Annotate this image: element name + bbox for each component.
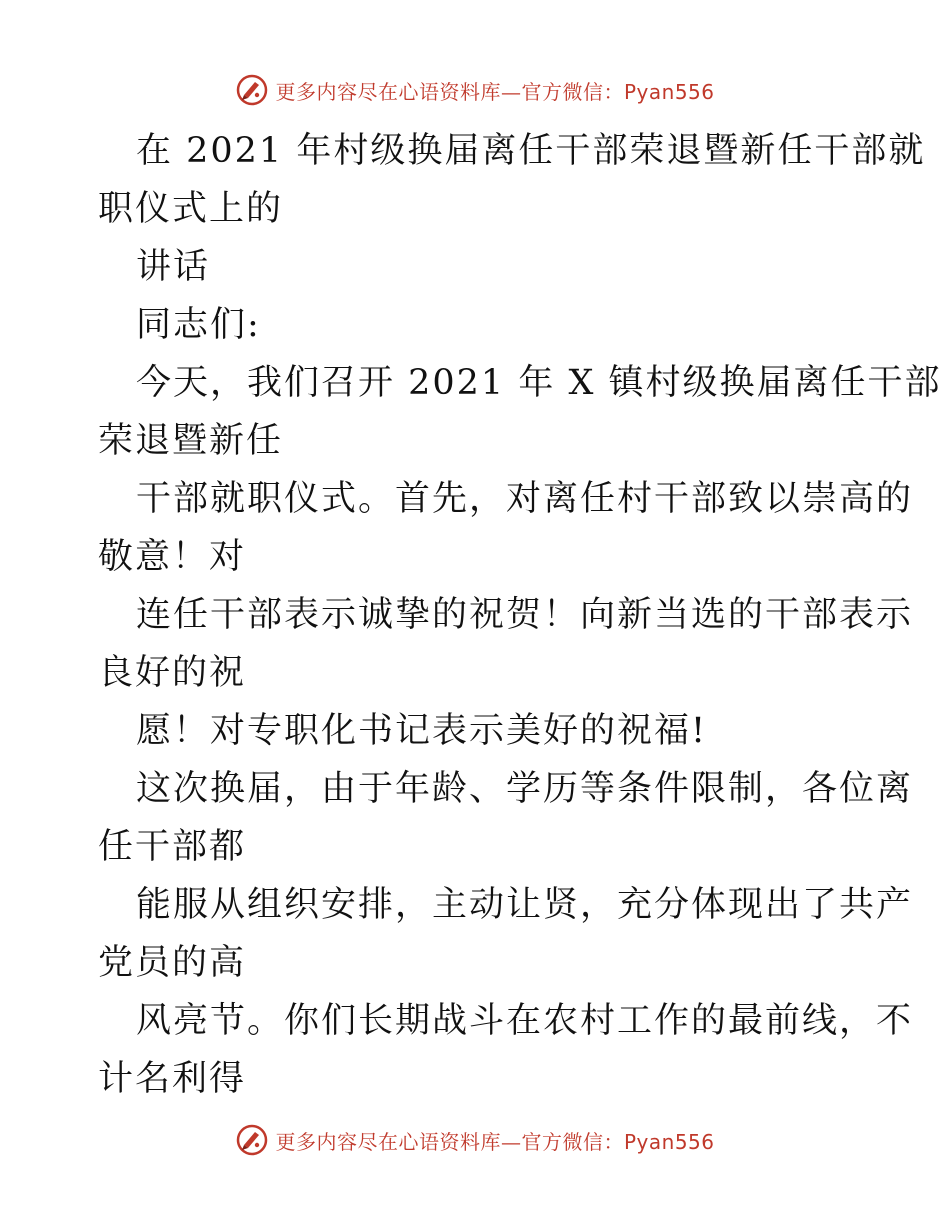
- document-line: 计名利得: [98, 1059, 247, 1099]
- watermark-brand: 更多内容尽在心语资料库: [275, 1129, 501, 1154]
- watermark-brand: 更多内容尽在心语资料库: [275, 79, 501, 104]
- document-line: 愿！对专职化书记表示美好的祝福!: [136, 711, 708, 751]
- document-line: 今天，我们召开 2021 年 X 镇村级换届离任干部: [136, 363, 942, 403]
- document-line: 职仪式上的: [98, 189, 284, 229]
- document-line: 同志们:: [136, 305, 261, 345]
- watermark-separator: —: [500, 79, 522, 104]
- document-line: 干部就职仪式。首先，对离任村干部致以崇高的: [136, 479, 914, 519]
- watermark-group: [235, 73, 714, 107]
- document-line: 良好的祝: [98, 653, 247, 693]
- document-line: 讲话: [136, 247, 211, 287]
- document-body: [98, 122, 942, 1108]
- document-line: 这次换届，由于年龄、学历等条件限制，各位离: [136, 769, 914, 809]
- watermark-wechat-id: Pyan556: [623, 79, 715, 104]
- watermark-wechat-id: Pyan556: [623, 1129, 715, 1154]
- brand-logo-icon: [235, 73, 269, 107]
- document-line: 能服从组织安排，主动让贤，充分体现出了共产: [136, 885, 914, 925]
- document-line: 党员的高: [98, 943, 247, 983]
- document-line: 荣退暨新任: [98, 421, 284, 461]
- document-line: 在 2021 年村级换届离任干部荣退暨新任干部就: [136, 131, 926, 171]
- watermark-label: 官方微信：: [521, 79, 624, 104]
- document-line: 风亮节。你们长期战斗在农村工作的最前线，不: [136, 1001, 914, 1041]
- footer-watermark: [0, 1120, 950, 1160]
- document-line: 连任干部表示诚挚的祝贺！向新当选的干部表示: [136, 595, 914, 635]
- watermark-separator: —: [500, 1129, 522, 1154]
- document-line: 任干部都: [98, 827, 247, 867]
- brand-logo-icon: [235, 1123, 269, 1157]
- watermark-text: [275, 1126, 714, 1155]
- watermark-text: [275, 76, 714, 105]
- watermark-group: [235, 1123, 714, 1157]
- header-watermark: [0, 70, 950, 110]
- watermark-label: 官方微信：: [521, 1129, 624, 1154]
- document-line: 敬意！对: [98, 537, 247, 577]
